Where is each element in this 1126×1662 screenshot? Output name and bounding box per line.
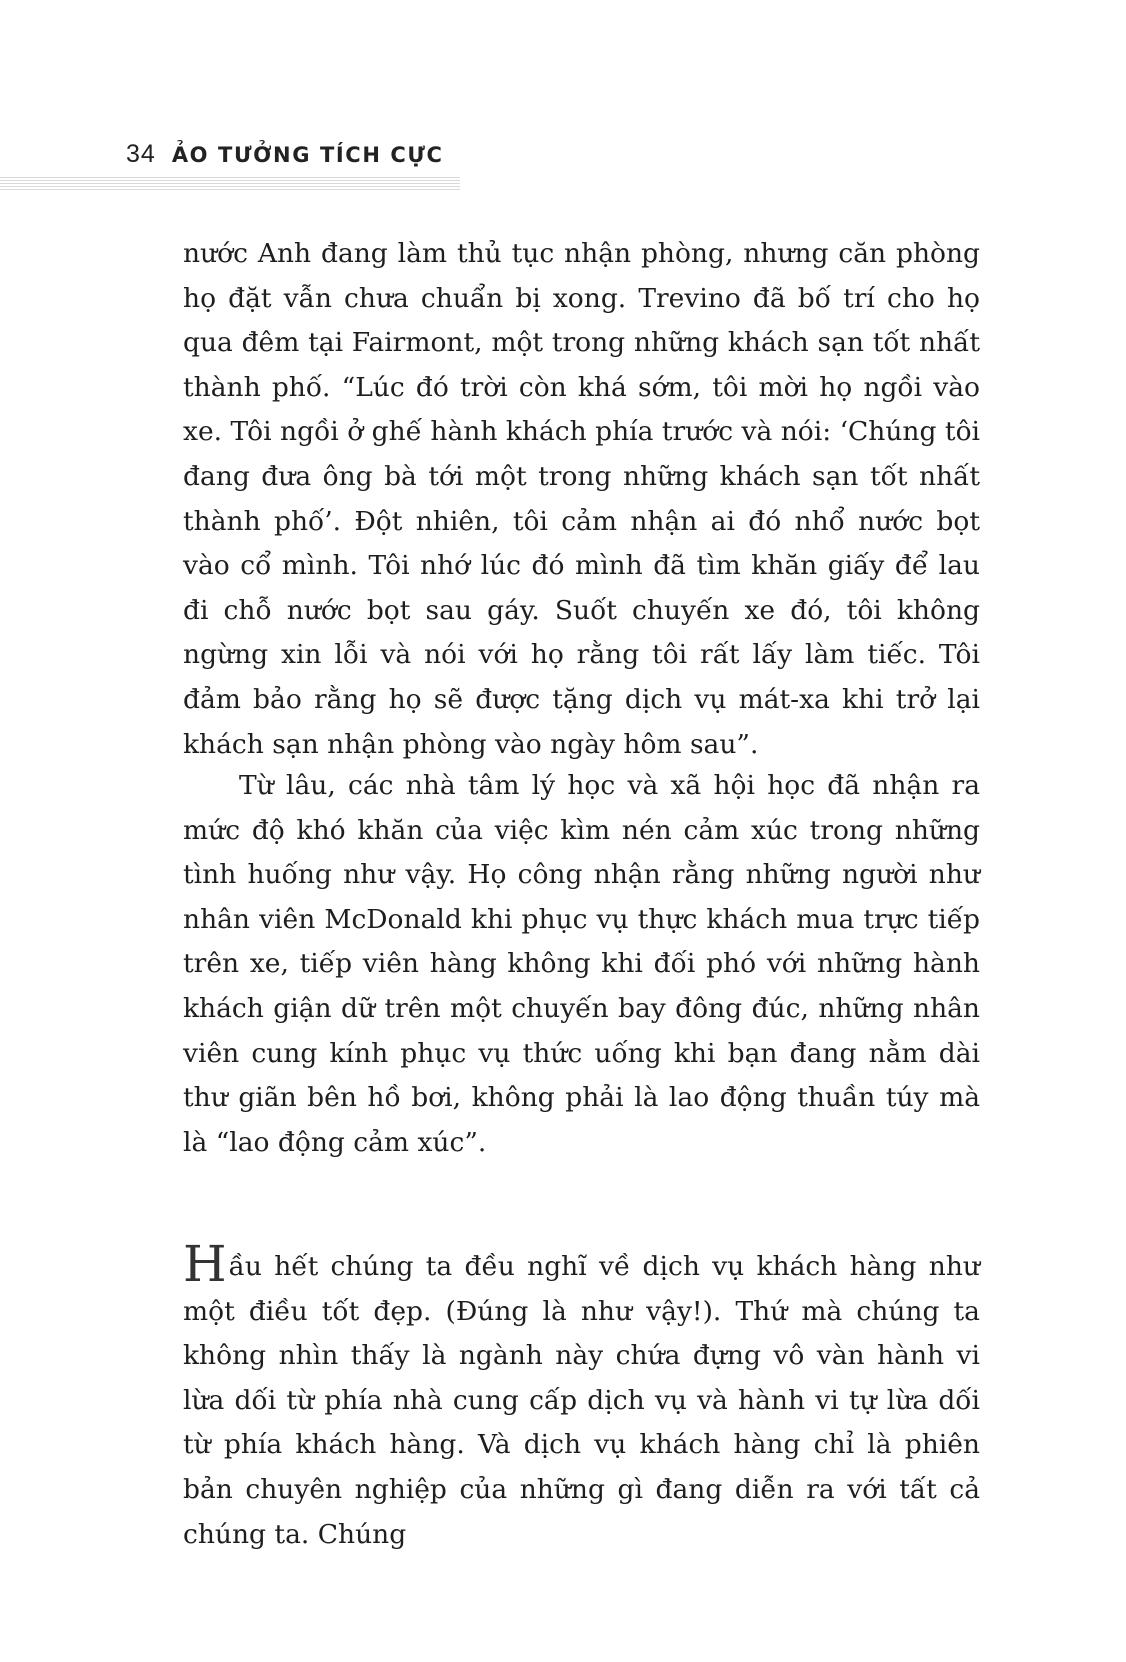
page-number: 34 <box>126 140 156 168</box>
paragraph-3-text: ầu hết chúng ta đều nghĩ về dịch vụ khách hàng như một điều tốt đẹp. (Đúng là như vậy!). Thứ mà chúng ta không nhìn thấy là ngành này chứa đựng vô vàn hành vi lừa dối từ phía nhà cung cấp dịch vụ và hành vi tự lừa dối từ phía khách hàng. Và dịch vụ khách hàng chỉ là phiên bản chuyên nghiệp của những gì đang diễn ra với tất cả chúng ta. Chúng <box>183 1251 980 1550</box>
paragraph-2: Từ lâu, các nhà tâm lý học và xã hội học đã nhận ra mức độ khó khăn của việc kìm nén cảm xúc trong những tình huống như vậy. Họ công nhận rằng những người như nhân viên McDonald khi phục vụ thực khách mua trực tiếp trên xe, tiếp viên hàng không khi đối phó với những hành khách giận dữ trên một chuyến bay đông đúc, những nhân viên cung kính phục vụ thức uống khi bạn đang nằm dài thư giãn bên hồ bơi, không phải là lao động thuần túy mà là “lao động cảm xúc”. <box>183 770 980 1158</box>
header-rule <box>0 177 460 191</box>
body-section-2 <box>183 764 980 1165</box>
body-section-1 <box>183 232 980 767</box>
paragraph-1: nước Anh đang làm thủ tục nhận phòng, nhưng căn phòng họ đặt vẫn chưa chuẩn bị xong. Trevino đã bố trí cho họ qua đêm tại Fairmont, một trong những khách sạn tốt nhất thành phố. “Lúc đó trời còn khá sớm, tôi mời họ ngồi vào xe. Tôi ngồi ở ghế hành khách phía trước và nói: ‘Chúng tôi đang đưa ông bà tới một trong những khách sạn tốt nhất thành phố’. Đột nhiên, tôi cảm nhận ai đó nhổ nước bọt vào cổ mình. Tôi nhớ lúc đó mình đã tìm khăn giấy để lau đi chỗ nước bọt sau gáy. Suốt chuyến xe đó, tôi không ngừng xin lỗi và nói với họ rằng tôi rất lấy làm tiếc. Tôi đảm bảo rằng họ sẽ được tặng dịch vụ mát-xa khi trở lại khách sạn nhận phòng vào ngày hôm sau”. <box>183 238 980 760</box>
paragraph-3 <box>183 1235 980 1557</box>
running-title: ẢO TƯỞNG TÍCH CỰC <box>171 143 444 167</box>
drop-cap-letter: H <box>183 1235 227 1293</box>
body-section-3 <box>183 1235 980 1557</box>
running-header <box>126 140 444 169</box>
